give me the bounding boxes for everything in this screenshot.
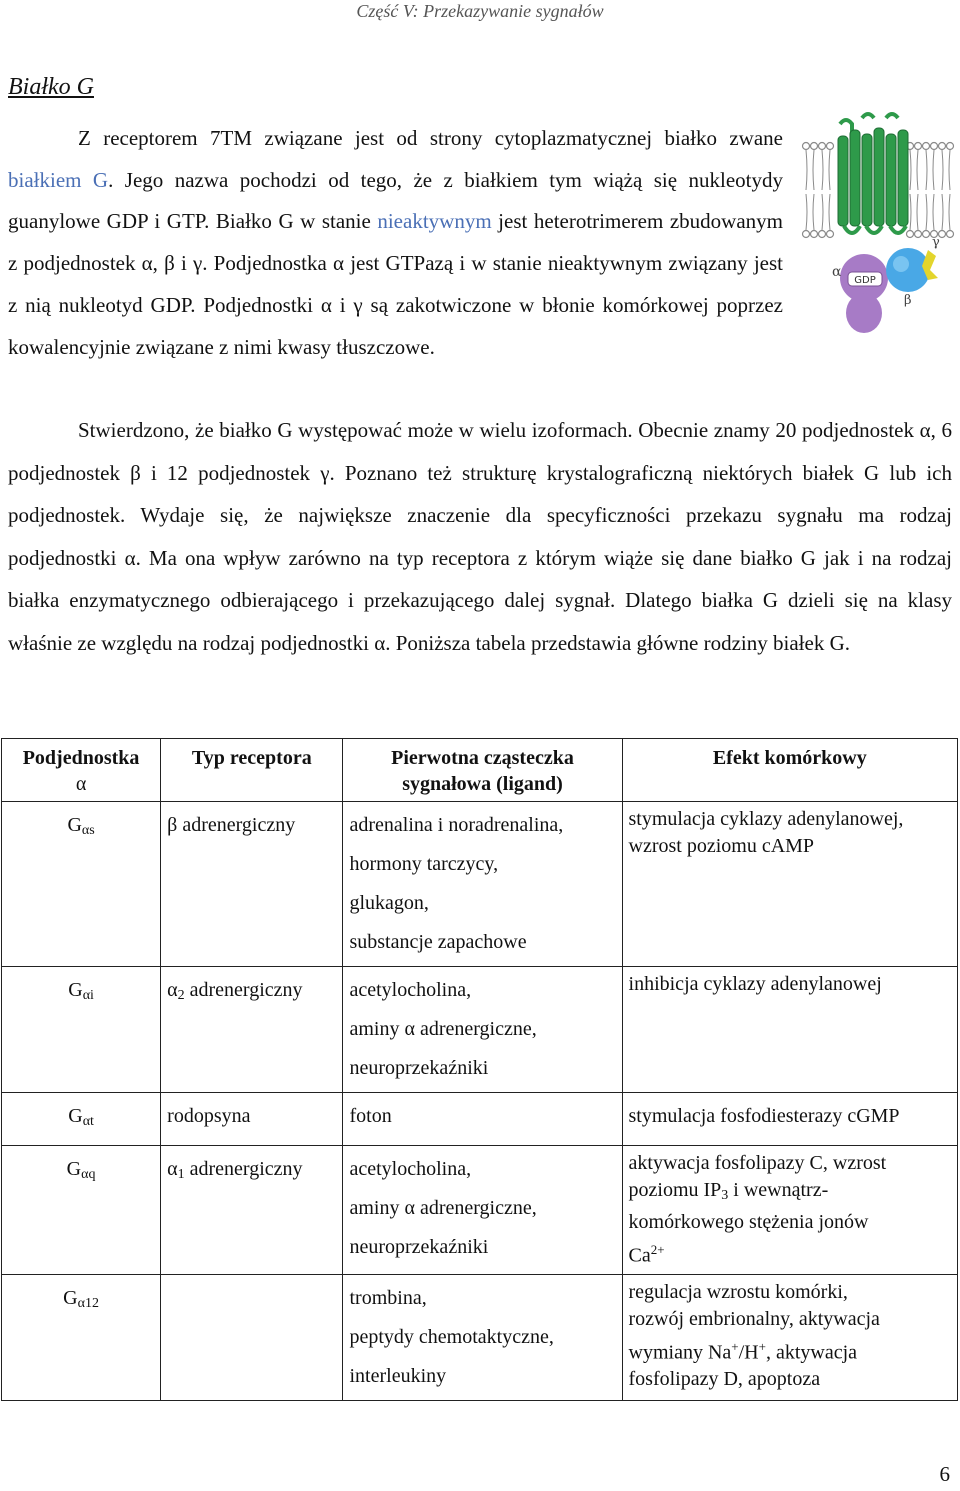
- beta-label: β: [904, 293, 912, 308]
- alpha-label: α: [832, 264, 842, 280]
- table-row: [2, 967, 958, 1093]
- subunit-cell: $G_{\alpha t}$: [2, 1093, 161, 1146]
- paragraph-text: jest heterotrimerem zbudowanym z podjednostek α, β i γ. Podjednostka α jest GTPazą i w stanie nieaktywnym związany jest z nią nukleotyd GDP. Podjednostki α i γ są zakotwiczone w błonie komórkowej poprzez kowalencyjnie związane z nimi kwasy tłuszczowe.: [8, 209, 783, 359]
- header-efekt: Efekt komórkowy: [622, 739, 957, 802]
- g-protein-illustration: [800, 110, 958, 340]
- receptor-cell: rodopsyna: [161, 1093, 343, 1146]
- g-protein-families-table: [1, 738, 958, 1401]
- table-row: [2, 1093, 958, 1146]
- table-header-row: [2, 739, 958, 802]
- effect-cell: stymulacja fosfodiesterazy cGMP: [622, 1093, 957, 1146]
- section-title: Białko G: [8, 74, 94, 100]
- page-number: 6: [939, 1462, 950, 1486]
- subunit-cell: $G_{\alpha q}$: [2, 1146, 161, 1275]
- receptor-helices: [838, 114, 908, 233]
- gamma-label: γ: [932, 235, 940, 250]
- running-header: Część V: Przekazywanie sygnałów: [356, 1, 604, 21]
- paragraph-isoforms: [8, 409, 952, 664]
- paragraph-intro: [8, 118, 783, 368]
- subunit-cell: $G_{\alpha i}$: [2, 967, 161, 1093]
- effect-cell: regulacja wzrostu komórki, rozwój embrionalny, aktywacja wymiany Na+/H+, aktywacja fosfolipazy D, apoptoza: [622, 1274, 957, 1400]
- header-ligand: Pierwotna cząsteczka sygnałowa (ligand): [343, 739, 622, 802]
- paragraph-text: Z receptorem 7TM związane jest od strony cytoplazmatycznej białko zwane: [78, 126, 783, 150]
- header-podjednostka: Podjednostka α: [2, 739, 161, 802]
- term-link-bialko-g: białkiem G: [8, 167, 109, 192]
- subunit-cell: $G_{\alpha s}$: [2, 802, 161, 967]
- table-row: [2, 802, 958, 967]
- ligand-cell: acetylocholina, aminy α adrenergiczne, neuroprzekaźniki: [343, 1146, 622, 1275]
- paragraph-text: . Jego nazwa pochodzi od tego, że z białkiem tym wiążą się nukleotydy guanylowe GDP i GTP. Białko G w stanie: [8, 167, 783, 234]
- effect-cell: stymulacja cyklazy adenylanowej, wzrost poziomu cAMP: [622, 802, 957, 967]
- subunit-cell: $G_{\alpha 12}$: [2, 1274, 161, 1400]
- receptor-cell: $\alpha_1$ adrenergiczny: [161, 1146, 343, 1275]
- ligand-cell: adrenalina i noradrenalina, hormony tarczycy, glukagon, substancje zapachowe: [343, 802, 622, 967]
- gdp-label: GDP: [854, 275, 876, 286]
- paragraph-text: Stwierdzono, że białko G występować może w wielu izoformach. Obecnie znamy 20 podjednostek α, 6 podjednostek β i 12 podjednostek γ. Poznano też strukturę krystalograficzną niektórych białek G lub ich podjednostek. Wydaje się, że największe znaczenie dla specyficzności przekazu sygnału ma rodzaj podjednostki α. Ma ona wpływ zarówno na typ receptora z którym wiąże się dane białko G jak i na rodzaj białka enzymatycznego odbierającego i przekazującego dalej sygnał. Dlatego białka G dzieli się na klasy właśnie ze względu na rodzaj podjednostki α. Poniższa tabela przedstawia główne rodziny białek G.: [8, 418, 952, 655]
- g-alpha-subunit: [840, 254, 888, 333]
- effect-cell: inhibicja cyklazy adenylanowej: [622, 967, 957, 1093]
- header-typ-receptora: Typ receptora: [161, 739, 343, 802]
- ligand-cell: foton: [343, 1093, 622, 1146]
- table-row: [2, 1146, 958, 1275]
- ligand-cell: acetylocholina, aminy α adrenergiczne, neuroprzekaźniki: [343, 967, 622, 1093]
- term-link-nieaktywny: nieaktywnym: [377, 209, 492, 234]
- effect-cell: aktywacja fosfolipazy C, wzrost poziomu $IP_3$ i wewnątrz- komórkowego stężenia jonów $Ca^{2+}$: [622, 1146, 957, 1275]
- receptor-cell: $\alpha_2$ adrenergiczny: [161, 967, 343, 1093]
- table-row: [2, 1274, 958, 1400]
- g-beta-subunit: [886, 248, 930, 292]
- receptor-cell: β adrenergiczny: [161, 802, 343, 967]
- header-alpha: α: [75, 773, 87, 795]
- receptor-cell: [161, 1274, 343, 1400]
- ligand-cell: trombina, peptydy chemotaktyczne, interleukiny: [343, 1274, 622, 1400]
